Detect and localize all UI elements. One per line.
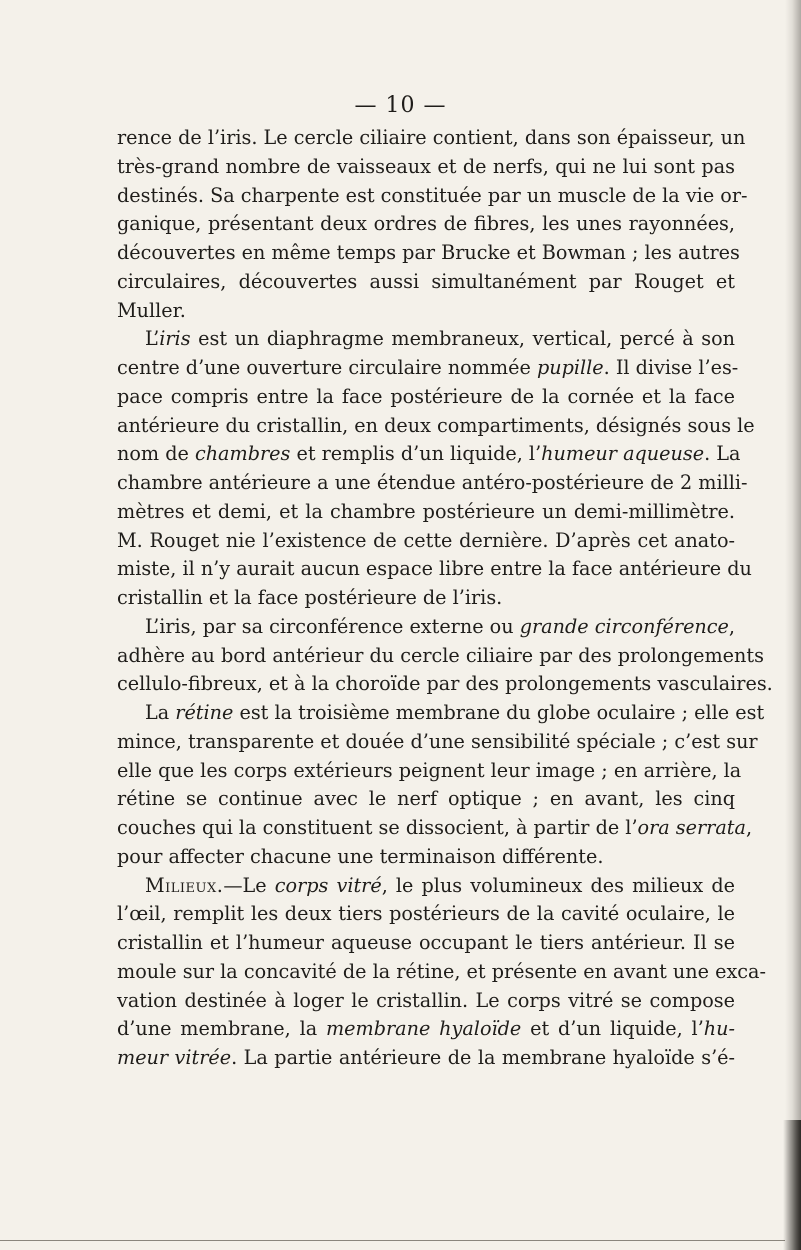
text-line: M. Rouget nie l’existence de cette dernière. D’après cet anato-: [117, 528, 735, 552]
italic-term: meur vitrée: [117, 1046, 232, 1069]
text-run: , le plus volumineux des milieux de: [381, 873, 735, 897]
italic-term: membrane hyaloïde: [325, 1017, 522, 1041]
text-line: elle que les corps extérieurs peignent leur image ; en arrière, la: [117, 758, 742, 782]
text-run: La: [145, 701, 176, 724]
text-line: rétine se continue avec le nerf optique ; en avant, les cinq: [117, 787, 735, 811]
text-line: pour affecter chacune une terminaison différente.: [117, 844, 604, 868]
text-run: L’iris, par sa circonférence externe ou: [145, 614, 520, 638]
text-run: d’une membrane, la: [117, 1017, 326, 1041]
text-run: couches qui la constituent se dissocient, à partir de l’: [117, 816, 638, 839]
text-line: [117, 325, 735, 354]
text-line: [117, 440, 741, 469]
text-line: [117, 814, 753, 843]
text-line: [117, 1044, 735, 1073]
text-run: ,: [745, 816, 753, 839]
text-run: ,: [728, 614, 735, 638]
text-line: vation destinée à loger le cristallin. Le corps vitré se compose: [117, 988, 735, 1012]
text-line: cellulo-fibreux, et à la choroïde par des prolongements vasculaires.: [117, 672, 773, 696]
text-run: nom de: [117, 442, 195, 466]
text-line: mince, transparente et douée d’une sensibilité spéciale ; c’est sur: [117, 729, 758, 753]
italic-term: iris: [159, 327, 191, 351]
italic-term: hu-: [703, 1017, 735, 1041]
text-line: [117, 1015, 735, 1044]
body-text: [117, 124, 773, 1073]
text-line: [117, 699, 765, 728]
text-run: est la troisième membrane du globe oculaire ; elle est: [233, 701, 765, 724]
text-line: mètres et demi, et la chambre postérieure un demi-millimètre.: [117, 499, 735, 523]
page-bottom-rule: [0, 1240, 785, 1241]
text-line: antérieure du cristallin, en deux compartiments, désignés sous le: [117, 413, 755, 437]
text-line: destinés. Sa charpente est constituée par un muscle de la vie or-: [117, 183, 748, 207]
italic-term: grande circonférence: [519, 614, 729, 638]
italic-term: rétine: [175, 701, 234, 724]
text-run: et d’un liquide, l’: [521, 1017, 704, 1041]
text-line: cristallin et la face postérieure de l’iris.: [117, 586, 503, 609]
text-run: . Il divise l’es-: [603, 356, 739, 379]
italic-term: corps vitré: [274, 873, 382, 897]
text-run: et remplis d’un liquide, l’: [290, 442, 542, 466]
text-line: adhère au bord antérieur du cercle ciliaire par des prolongements: [117, 643, 764, 667]
text-line: miste, il n’y aurait aucun espace libre entre la face antérieure du: [117, 557, 752, 581]
italic-term: chambres: [194, 442, 291, 466]
text-line: circulaires, découvertes aussi simultanément par Rouget et: [117, 269, 735, 293]
page-edge-shadow: [785, 0, 801, 1250]
italic-term: ora serrata: [637, 816, 746, 839]
page-edge-dark-corner: [783, 1120, 801, 1250]
section-heading: Milieux.: [145, 873, 224, 897]
text-line: découvertes en même temps par Brucke et Bowman ; les autres: [117, 241, 740, 264]
text-line: cristallin et l’humeur aqueuse occupant le tiers antérieur. Il se: [117, 931, 735, 954]
text-line: ganique, présentant deux ordres de fibres, les unes rayonnées,: [117, 212, 735, 236]
text-line: [117, 354, 739, 383]
text-line: pace compris entre la face postérieure de la cornée et la face: [117, 384, 735, 408]
text-line: rence de l’iris. Le cercle ciliaire contient, dans son épaisseur, un: [117, 126, 746, 149]
text-line: chambre antérieure a une étendue antéro-postérieure de 2 milli-: [117, 471, 748, 494]
text-run: . La: [704, 442, 741, 466]
text-line: Muller.: [117, 298, 186, 322]
text-line: [117, 872, 735, 901]
italic-term: pupille: [536, 356, 604, 379]
text-run: . La partie antérieure de la membrane hyaloïde s’é-: [231, 1046, 736, 1069]
text-line: moule sur la concavité de la rétine, et présente en avant une exca-: [117, 959, 766, 983]
text-line: l’œil, remplit les deux tiers postérieurs de la cavité oculaire, le: [117, 902, 735, 926]
text-line: très-grand nombre de vaisseaux et de nerfs, qui ne lui sont pas: [117, 154, 735, 178]
text-run: est un diaphragme membraneux, vertical, percé à son: [190, 327, 735, 351]
text-line: [117, 613, 735, 642]
text-run: L’: [145, 327, 160, 351]
page-number-header: — 10 —: [354, 93, 447, 118]
italic-term: humeur aqueuse: [541, 442, 705, 466]
text-run: centre d’une ouverture circulaire nommée: [117, 356, 537, 379]
text-run: —Le: [223, 873, 275, 897]
